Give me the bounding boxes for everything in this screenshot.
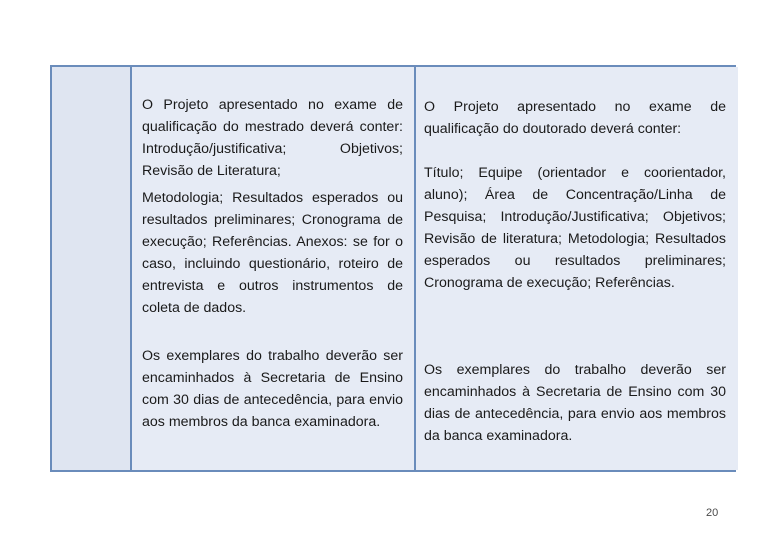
masters-paragraph-submission: Os exemplares do trabalho deverão ser encaminhados à Secretaria de Ensino com 30 dias de antecedência, para envio aos membros da banca examinadora. <box>142 348 403 430</box>
requirements-table <box>50 65 736 472</box>
doctorate-paragraph-submission: Os exemplares do trabalho deverão ser encaminhados à Secretaria de Ensino com 30 dias de antecedência, para envio aos membros da banca examinadora. <box>424 362 726 444</box>
masters-column <box>132 67 416 470</box>
doctorate-paragraph-intro: O Projeto apresentado no exame de qualificação do doutorado deverá conter: <box>424 99 726 137</box>
doctorate-paragraph-contents: Título; Equipe (orientador e coorientador, aluno); Área de Concentração/Linha de Pesquisa; Introdução/Justificativa; Objetivos; Revisão de literatura; Metodologia; Resultados esperados ou resultados preliminares; Cronograma de execução; Referências. <box>424 165 726 291</box>
masters-paragraph-methodology: Metodologia; Resultados esperados ou resultados preliminares; Cronograma de execução; Referências. Anexos: se for o caso, incluindo questionário, roteiro de entrevista e outros instrumentos de coleta de dados. <box>142 190 403 316</box>
empty-label-column <box>52 67 132 470</box>
masters-paragraph-intro: O Projeto apresentado no exame de qualificação do mestrado deverá conter: Introdução/justificativa; Objetivos; Revisão de Literatura; <box>142 97 403 179</box>
page-number: 20 <box>706 507 719 519</box>
doctorate-column <box>416 67 738 470</box>
